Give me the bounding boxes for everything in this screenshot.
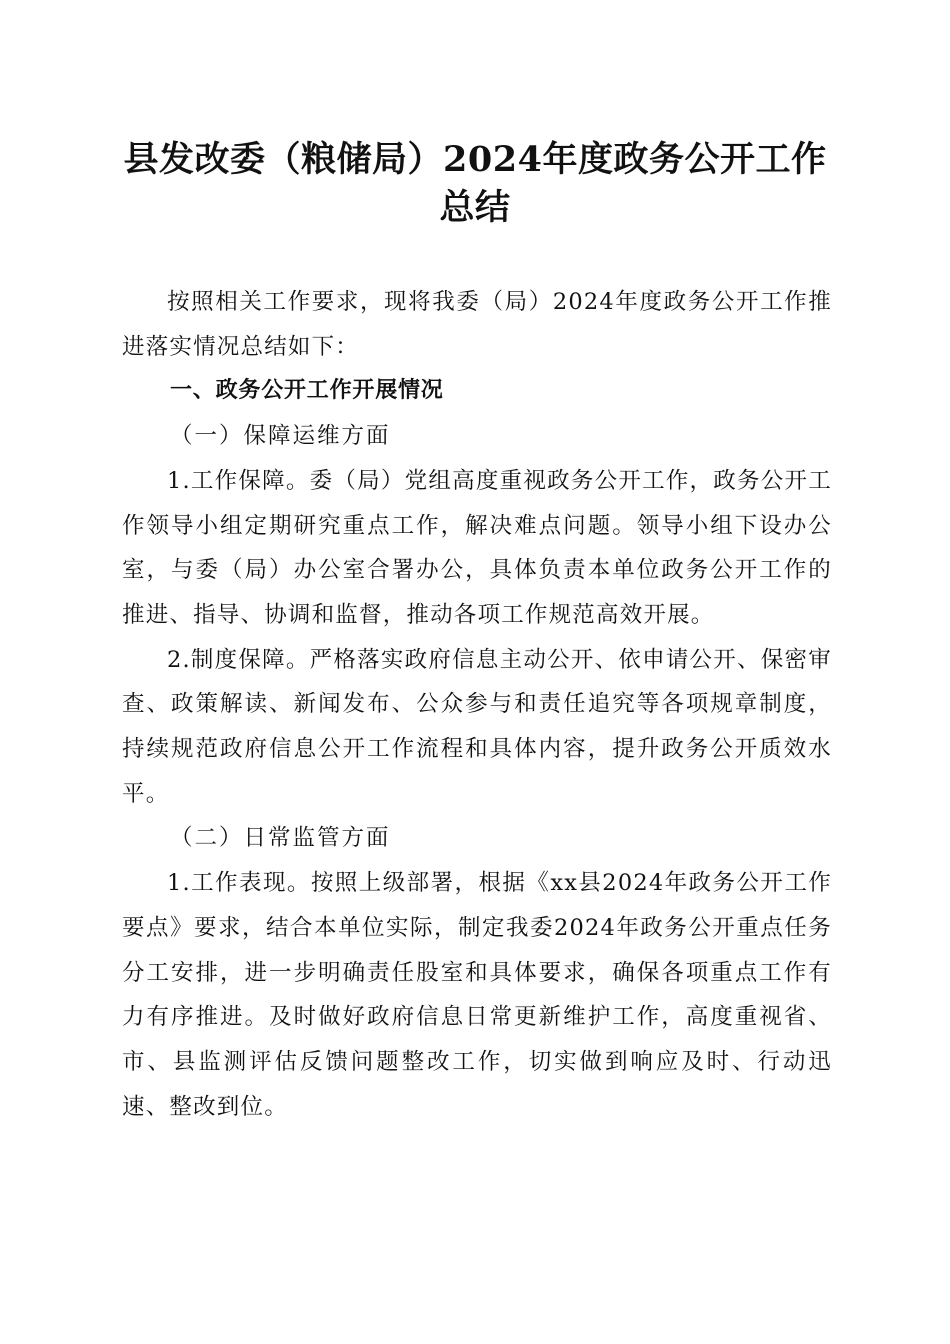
subsection-heading-1: （一）保障运维方面: [170, 423, 391, 450]
paragraph-work-guarantee: 1.工作保障。委（局）党组高度重视政务公开工作，政务公开工作领导小组定期研究重点工作，解决难点问题。领导小组下设办公室，与委（局）办公室合署办公，具体负责本单位政务公开工作的推进、指导、协调和监督，推动各项工作规范高效开展。: [122, 467, 832, 628]
section-heading-1: 一、政务公开工作开展情况: [170, 378, 444, 404]
document-body: [122, 280, 832, 1129]
paragraph-system-guarantee: 2.制度保障。严格落实政府信息主动公开、依申请公开、保密审查、政策解读、新闻发布、公众参与和责任追究等各项规章制度，持续规范政府信息公开工作流程和具体内容，提升政务公开质效水平。: [122, 646, 832, 807]
title-line-2: 总结: [439, 187, 511, 228]
title-line-1: 县发改委（粮储局）2024年度政务公开工作: [123, 139, 827, 180]
document-title: [100, 136, 850, 232]
subsection-heading-2: （二）日常监管方面: [170, 825, 391, 852]
intro-paragraph: 按照相关工作要求，现将我委（局）2024年度政务公开工作推进落实情况总结如下：: [122, 289, 832, 360]
paragraph-work-performance: 1.工作表现。按照上级部署，根据《xx县2024年政务公开工作要点》要求，结合本单位实际，制定我委2024年政务公开重点任务分工安排，进一步明确责任股室和具体要求，确保各项重点工作有力有序推进。及时做好政府信息日常更新维护工作，高度重视省、市、县监测评估反馈问题整改工作，切实做到响应及时、行动迅速、整改到位。: [122, 870, 832, 1120]
